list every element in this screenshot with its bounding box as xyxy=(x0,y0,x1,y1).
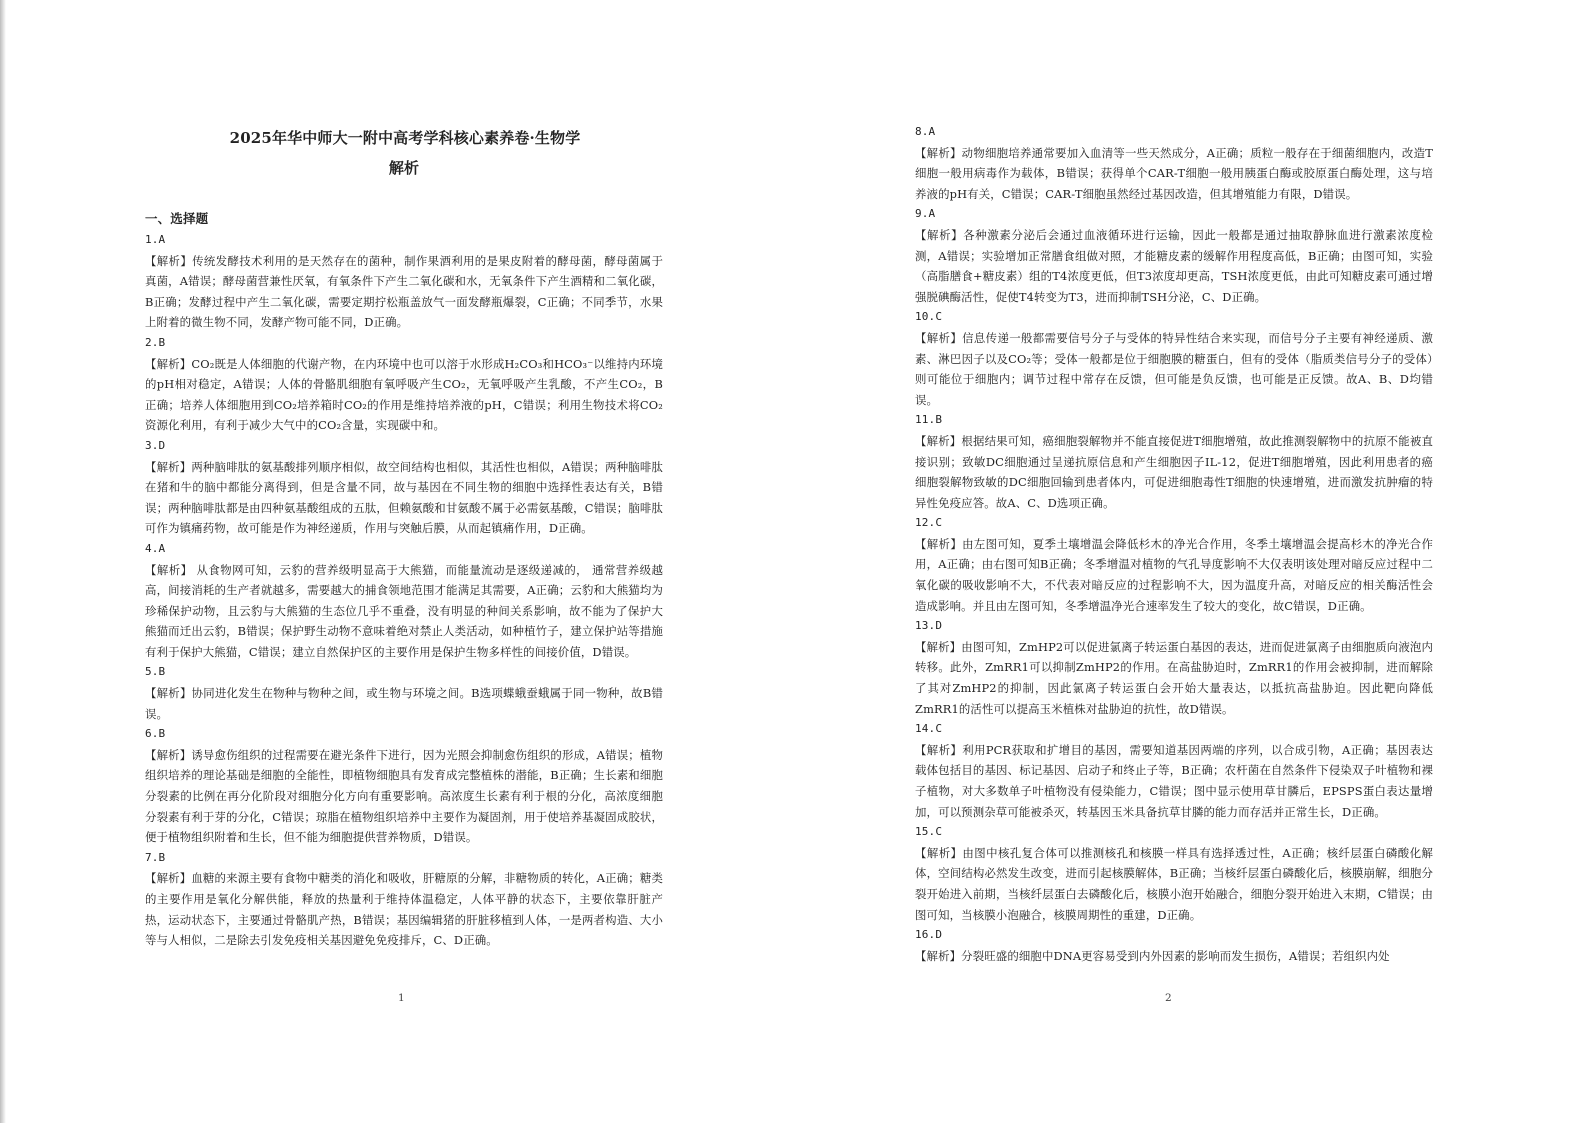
answer-label: 15.C xyxy=(915,825,943,839)
explanation-text: 【解析】分裂旺盛的细胞中DNA更容易受到内外因素的影响而发生损伤，A错误；若组织内处 xyxy=(915,948,1390,963)
question-1 xyxy=(145,230,663,333)
explanation-text: 【解析】两种脑啡肽的氨基酸排列顺序相似，故空间结构也相似，其活性也相似，A错误；两种脑啡肽在猪和牛的脑中都能分离得到，但是含量不同，故与基因在不同生物的细胞中选择性表达有关，B错误；两种脑啡肽都是由四种氨基酸组成的五肽，但赖氨酸和甘氨酸不属于必需氨基酸，C错误；脑啡肽可作为镇痛药物，故可能是作为神经递质，作用与突触后膜，从而起镇痛作用，D正确。 xyxy=(145,459,663,536)
page-number: 1 xyxy=(398,992,405,1004)
left-page xyxy=(145,0,663,951)
explanation-text: 【解析】动物细胞培养通常要加入血清等一些天然成分，A正确；质粒一般存在于细菌细胞内，改造T细胞一般用病毒作为载体，B错误；获得单个CAR-T细胞一般用胰蛋白酶或胶原蛋白酶处理，这与培养液的pH有关，C错误；CAR-T细胞虽然经过基因改造，但其增殖能力有限，D错误。 xyxy=(915,145,1433,201)
explanation-text: 【解析】由图中核孔复合体可以推测核孔和核膜一样具有选择透过性，A正确；核纤层蛋白磷酸化解体，空间结构必然发生改变，进而引起核膜解体，B正确；当核纤层蛋白磷酸化后，核膜崩解，细胞分裂开始进入前期，当核纤层蛋白去磷酸化后，核膜小泡开始融合，细胞分裂开始进入末期，C错误；由图可知，当核膜小泡融合，核膜周期性的重建，D正确。 xyxy=(915,845,1433,922)
question-5 xyxy=(145,662,663,724)
answer-label: 16.D xyxy=(915,928,943,942)
question-11 xyxy=(915,410,1433,513)
question-15 xyxy=(915,822,1433,925)
explanation-text: 【解析】诱导愈伤组织的过程需要在避光条件下进行，因为光照会抑制愈伤组织的形成，A错误；植物组织培养的理论基础是细胞的全能性，即植物细胞具有发育成完整植株的潜能，B正确；生长素和细胞分裂素的比例在再分化阶段对细胞分化方向有重要影响。高浓度生长素有利于根的分化，高浓度细胞分裂素有利于芽的分化，C错误；琼脂在植物组织培养中主要作为凝固剂，用于使培养基凝固成胶状，便于植物组织附着和生长，但不能为细胞提供营养物质，D错误。 xyxy=(145,747,663,845)
question-9 xyxy=(915,204,1433,307)
answer-label: 1.A xyxy=(145,233,166,246)
explanation-text: 【解析】利用PCR获取和扩增目的基因，需要知道基因两端的序列，以合成引物，A正确；基因表达载体包括目的基因、标记基因、启动子和终止子等，B正确；农杆菌在自然条件下侵染双子叶植物和裸子植物，对大多数单子叶植物没有侵染能力，C错误；图中显示使用草甘膦后，EPSPS蛋白表达量增加，可以预测杂草可能被杀灭，转基因玉米具备抗草甘膦的能力而存活并正常生长，D正确。 xyxy=(915,742,1433,819)
explanation-text: 【解析】信息传递一般都需要信号分子与受体的特异性结合来实现，而信号分子主要有神经递质、激素、淋巴因子以及CO₂等；受体一般都是位于细胞膜的糖蛋白，但有的受体（脂质类信号分子的受体）则可能位于细胞内；调节过程中常存在反馈，但可能是负反馈，也可能是正反馈。故A、B、D均错误。 xyxy=(915,330,1433,407)
answer-label: 6.B xyxy=(145,727,166,741)
explanation-text: 【解析】根据结果可知，癌细胞裂解物并不能直接促进T细胞增殖，故此推测裂解物中的抗原不能被直接识别；致敏DC细胞通过呈递抗原信息和产生细胞因子IL-12，促进T细胞增殖，因此利用患者的癌细胞裂解物致敏的DC细胞回输到患者体内，可促进细胞毒性T细胞的快速增殖，进而激发抗肿瘤的特异性免疫应答。故A、C、D选项正确。 xyxy=(915,433,1433,510)
answer-label: 11.B xyxy=(915,413,943,427)
section-heading: 一、选择题 xyxy=(145,211,209,226)
explanation-text: 【解析】CO₂既是人体细胞的代谢产物，在内环境中也可以溶于水形成H₂CO₃和HCO₃⁻以维持内环境的pH相对稳定，A错误；人体的骨骼肌细胞有氧呼吸产生CO₂，无氧呼吸产生乳酸，不产生CO₂，B正确；培养人体细胞用到CO₂培养箱时CO₂的作用是维持培养液的pH，C错误；利用生物技术将CO₂资源化利用，有利于减少大气中的CO₂含量，实现碳中和。 xyxy=(145,356,663,433)
document-subtitle: 解析 xyxy=(388,159,420,177)
answer-label: 5.B xyxy=(145,665,166,679)
question-2 xyxy=(145,333,663,436)
question-3 xyxy=(145,436,663,539)
explanation-text: 【解析】各种激素分泌后会通过血液循环进行运输，因此一般都是通过抽取静脉血进行激素浓度检测，A错误；实验增加正常膳食组做对照，才能糖皮素的缓解作用程度高低，B正确；由图可知，实验（高脂膳食+糖皮素）组的T4浓度更低，但T3浓度却更高，TSH浓度更低，由此可知糖皮素可通过增强脱碘酶活性，促使T4转变为T3，进而抑制TSH分泌，C、D正确。 xyxy=(915,227,1433,304)
explanation-text: 【解析】由左图可知，夏季土壤增温会降低杉木的净光合作用，冬季土壤增温会提高杉木的净光合作用，A正确；由右图可知B正确；冬季增温对植物的气孔导度影响不大仅表明该处理对暗反应过程中二氧化碳的吸收影响不大，不代表对暗反应的过程影响不大，因为温度升高，对暗反应的相关酶活性会造成影响。并且由左图可知，冬季增温净光合速率发生了较大的变化，故C错误，D正确。 xyxy=(915,536,1433,613)
question-13 xyxy=(915,616,1433,719)
explanation-text: 【解析】血糖的来源主要有食物中糖类的消化和吸收，肝糖原的分解，非糖物质的转化，A正确；糖类的主要作用是氧化分解供能，释放的热量利于维持体温稳定，人体平静的状态下，主要依靠肝脏产热，运动状态下，主要通过骨骼肌产热，B错误；基因编辑猪的肝脏移植到人体，一是两者构造、大小等与人相似，二是除去引发免疫相关基因避免免疫排斥，C、D正确。 xyxy=(145,871,663,948)
answer-label: 12.C xyxy=(915,516,943,530)
right-page xyxy=(915,0,1433,966)
answer-label: 13.D xyxy=(915,619,943,633)
page-number: 2 xyxy=(1165,992,1172,1004)
answer-label: 14.C xyxy=(915,722,943,736)
question-8 xyxy=(915,122,1433,204)
question-7 xyxy=(145,848,663,951)
answer-label: 3.D xyxy=(145,438,166,452)
answer-label: 10.C xyxy=(915,310,943,324)
answer-label: 2.B xyxy=(145,335,166,349)
explanation-text: 【解析】由图可知，ZmHP2可以促进氯离子转运蛋白基因的表达，进而促进氯离子由细胞质向液泡内转移。此外，ZmRR1可以抑制ZmHP2的作用。在高盐胁迫时，ZmRR1的作用会被抑制，进而解除了其对ZmHP2的抑制，因此氯离子转运蛋白会开始大量表达，以抵抗高盐胁迫。因此靶向降低ZmRR1的活性可以提高玉米植株对盐胁迫的抗性，故D错误。 xyxy=(915,639,1433,716)
answer-label: 8.A xyxy=(915,125,936,138)
explanation-text: 【解析】传统发酵技术利用的是天然存在的菌种，制作果酒利用的是果皮附着的酵母菌，酵母菌属于真菌，A错误；酵母菌营兼性厌氧，有氧条件下产生二氧化碳和水，无氧条件下产生酒精和二氧化碳，B正确；发酵过程中产生二氧化碳，需要定期拧松瓶盖放气一面发酵瓶爆裂，C正确；不同季节，水果上附着的微生物不同，发酵产物可能不同，D正确。 xyxy=(145,253,663,330)
question-12 xyxy=(915,513,1433,616)
explanation-text: 【解析】 从食物网可知，云豹的营养级明显高于大熊猫，而能量流动是逐级递减的， 通常营养级越高，间接消耗的生产者就越多，需要越大的捕食领地范围才能满足其需要，A正确；云豹和大熊猫均为珍稀保护动物，且云豹与大熊猫的生态位几乎不重叠，没有明显的种间关系影响，故不能为了保护大熊猫而迁出云豹，B错误；保护野生动物不意味着绝对禁止人类活动，如种植竹子，建立保护站等措施有利于保护大熊猫，C错误；建立自然保护区的主要作用是保护生物多样性的间接价值，D错误。 xyxy=(145,562,663,659)
question-10 xyxy=(915,307,1433,410)
question-4 xyxy=(145,539,663,663)
answer-label: 7.B xyxy=(145,850,166,864)
scan-edge xyxy=(0,0,6,1123)
question-14 xyxy=(915,719,1433,822)
document-title: 2025年华中师大一附中高考学科核心素养卷·生物学 xyxy=(229,129,581,147)
answer-label: 4.A xyxy=(145,541,166,555)
question-6 xyxy=(145,724,663,848)
answer-label: 9.A xyxy=(915,207,936,221)
question-16 xyxy=(915,925,1433,966)
explanation-text: 【解析】协同进化发生在物种与物种之间，或生物与环境之间。B选项蝶蛾蚕蛾属于同一物种，故B错误。 xyxy=(145,686,663,721)
